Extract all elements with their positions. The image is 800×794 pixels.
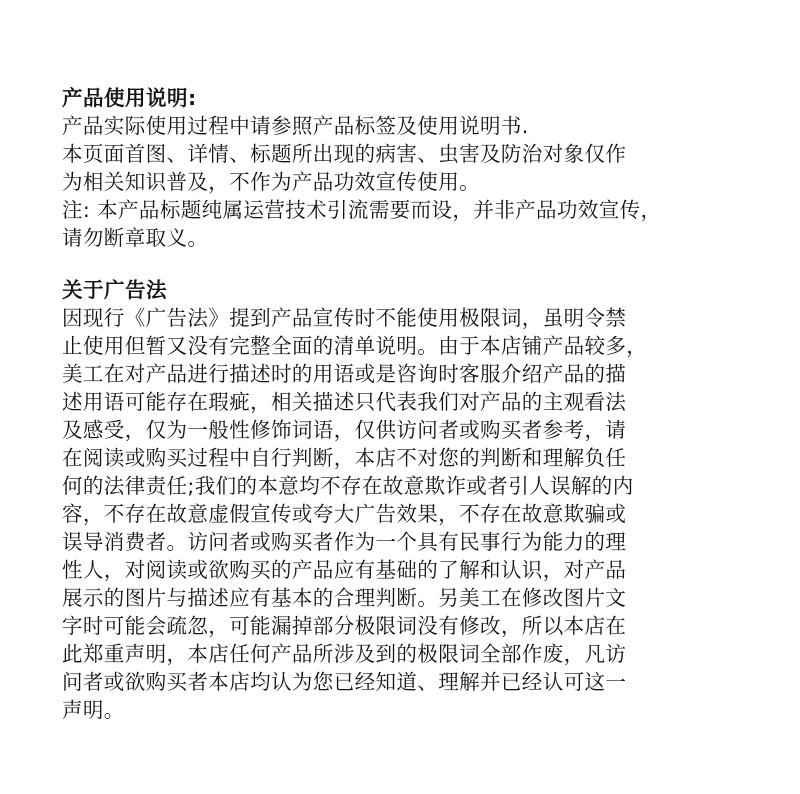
ad-law-line: 性人，对阅读或欲购买的产品应有基础的了解和认识，对产品 [62,558,627,582]
ad-law-line: 误导消费者。访问者或购买者作为一个具有民事行为能力的理 [62,530,627,554]
ad-law-line: 何的法律责任;我们的本意均不存在故意欺诈或者引人误解的内 [62,474,634,498]
usage-section [62,84,782,252]
usage-line: 请勿断章取义。 [62,226,209,250]
usage-line: 注: 本产品标题纯属运营技术引流需要而设，并非产品功效宣传， [62,198,662,222]
ad-law-line: 展示的图片与描述应有基本的合理判断。另美工在修改图片文 [62,586,627,610]
ad-law-line: 声明。 [62,698,125,722]
ad-law-line: 容，不存在故意虚假宣传或夸大广告效果，不存在故意欺骗或 [62,502,627,526]
usage-line: 为相关知识普及，不作为产品功效宣传使用。 [62,170,480,194]
ad-law-line: 美工在对产品进行描述时的用语或是咨询时客服介绍产品的描 [62,362,627,386]
ad-law-line: 及感受，仅为一般性修饰词语，仅供访问者或购买者参考，请 [62,418,627,442]
ad-law-line: 此郑重声明，本店任何产品所涉及到的极限词全部作废，凡访 [62,642,627,666]
ad-law-line: 问者或欲购买者本店均认为您已经知道、理解并已经认可这一 [62,670,627,694]
ad-law-section [62,276,782,724]
usage-line: 产品实际使用过程中请参照产品标签及使用说明书. [62,114,529,138]
usage-line: 本页面首图、详情、标题所出现的病害、虫害及防治对象仅作 [62,142,627,166]
usage-title: 产品使用说明: [62,86,197,110]
ad-law-line: 在阅读或购买过程中自行判断，本店不对您的判断和理解负任 [62,446,627,470]
ad-law-line: 因现行《广告法》提到产品宣传时不能使用极限词，虽明令禁 [62,306,627,330]
ad-law-line: 字时可能会疏忽，可能漏掉部分极限词没有修改，所以本店在 [62,614,627,638]
document-page [62,84,782,724]
ad-law-line: 述用语可能存在瑕疵，相关描述只代表我们对产品的主观看法 [62,390,627,414]
ad-law-line: 止使用但暂又没有完整全面的清单说明。由于本店铺产品较多， [62,334,648,358]
ad-law-title: 关于广告法 [62,278,167,302]
